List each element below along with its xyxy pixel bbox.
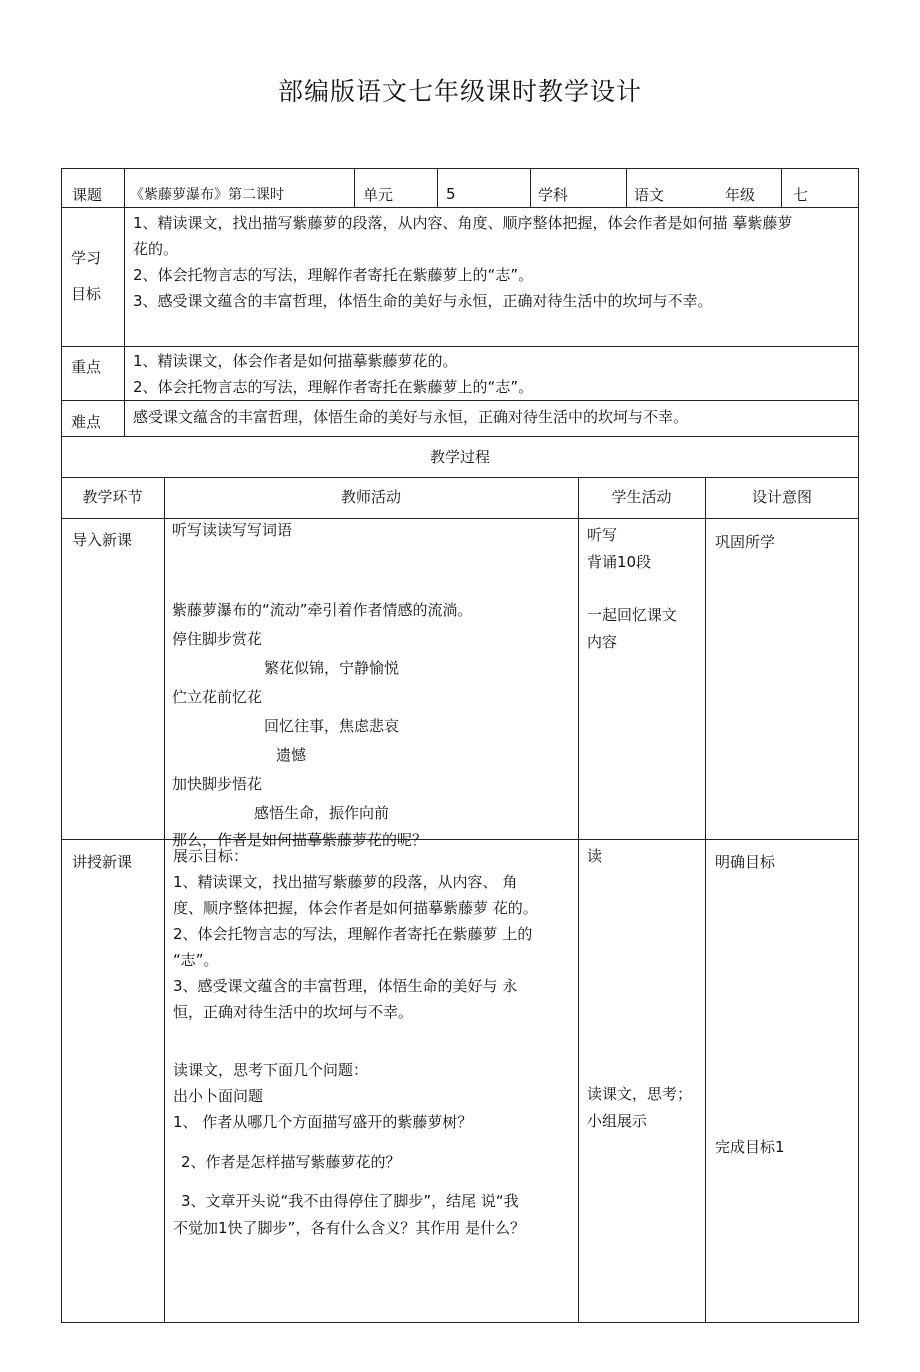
- row-divider: [61, 346, 859, 347]
- teacher-line: 伫立花前忆花: [172, 688, 263, 706]
- keypoint-line: 2、体会托物言志的写法，理解作者寄托在紫藤萝上的“志”。: [133, 378, 534, 396]
- col-header-stage: 教学环节: [82, 488, 143, 506]
- keypoints-label: 重点: [71, 358, 102, 376]
- intent-goal1: 完成目标1: [715, 1138, 785, 1156]
- teacher-line: 感悟生命，振作向前: [254, 804, 390, 822]
- goal-line: 花的。: [133, 240, 179, 258]
- col-divider: [530, 168, 531, 207]
- teacher-line: 恒，正确对待生活中的坎坷与不幸。: [173, 1003, 414, 1021]
- col-header-intent: 设计意图: [751, 488, 812, 506]
- student-line: 小组展示: [587, 1112, 648, 1130]
- row-divider: [61, 477, 859, 478]
- teacher-line: 2、体会托物言志的写法，理解作者寄托在紫藤萝 上的: [173, 925, 533, 943]
- question-line: 1、 作者从哪几个方面描写盛开的紫藤萝树？: [173, 1113, 473, 1131]
- process-heading: 教学过程: [429, 448, 490, 466]
- intent-intro: 巩固所学: [715, 533, 776, 551]
- col-divider: [354, 168, 355, 207]
- teacher-line: 出小卜面问题: [173, 1087, 264, 1105]
- stage-intro: 导入新课: [72, 531, 133, 549]
- teacher-line: 度、顺序整体把握，体会作者是如何描摹紫藤萝 花的。: [173, 899, 538, 917]
- teacher-line: 停住脚步赏花: [172, 630, 263, 648]
- intent-clarify: 明确目标: [715, 853, 776, 871]
- teacher-line: 展示目标：: [173, 847, 249, 865]
- difficulty-text: 感受课文蕴含的丰富哲理，体悟生命的美好与永恒，正确对待生活中的坎坷与不幸。: [133, 408, 689, 426]
- teacher-line: 1、精读课文，找出描写紫藤萝的段落，从内容、 角: [173, 873, 518, 891]
- goals-label: 学习: [71, 249, 102, 267]
- keti-label: 课题: [72, 186, 103, 204]
- col-header-student: 学生活动: [611, 488, 672, 506]
- teacher-line: 遗憾: [276, 746, 307, 764]
- teacher-line: 3、感受课文蕴含的丰富哲理，体悟生命的美好与 永: [173, 977, 518, 995]
- teacher-line: 读课文，思考下面几个问题：: [173, 1061, 369, 1079]
- teacher-activity-teach: [173, 843, 538, 1025]
- teacher-line: 听写读读写写词语: [172, 521, 293, 539]
- question-line: 不觉加1快了脚步”，各有什么含义？其作用 是什么？: [173, 1219, 526, 1237]
- page-title: 部编版语文七年级课时教学设计: [277, 77, 642, 106]
- keti-value: 《紫藤萝瀑布》第二课时: [130, 187, 284, 203]
- unit-value: 5: [446, 185, 456, 203]
- student-line: 听写: [587, 526, 618, 544]
- question-line: 3、文章开头说“我不由得停住了脚步”，结尾 说“我: [181, 1192, 519, 1210]
- col-divider: [626, 168, 627, 207]
- subject-label: 学科: [538, 186, 569, 204]
- subject-value: 语文: [634, 186, 665, 204]
- col-divider: [164, 477, 165, 1323]
- grade-value: 七: [793, 186, 809, 204]
- teacher-line: 那么，作者是如何描摹紫藤萝花的呢？: [172, 831, 428, 849]
- col-divider: [781, 168, 782, 207]
- teacher-line: 繁花似锦，宁静愉悦: [264, 659, 400, 677]
- goals-text: [133, 210, 792, 314]
- keypoints-text: [133, 348, 533, 400]
- col-divider: [124, 168, 125, 436]
- col-divider: [705, 477, 706, 1323]
- goal-line: 1、精读课文，找出描写紫藤萝的段落，从内容、角度、顺序整体把握，体会作者是如何描 摹紫藤萝: [133, 214, 793, 232]
- row-divider: [61, 207, 859, 208]
- stage-teach: 讲授新课: [72, 853, 133, 871]
- keypoint-line: 1、精读课文，体会作者是如何描摹紫藤萝花的。: [133, 352, 458, 370]
- goal-line: 3、感受课文蕴含的丰富哲理，体悟生命的美好与永恒，正确对待生活中的坎坷与不幸。: [133, 292, 713, 310]
- student-read: 读: [587, 847, 603, 865]
- student-line: 内容: [587, 633, 618, 651]
- teacher-activity-intro: [172, 518, 572, 849]
- question-line: 2、作者是怎样描写紫藤萝花的？: [181, 1153, 401, 1171]
- teacher-line: 加快脚步悟花: [172, 775, 263, 793]
- teacher-line: “志”。: [173, 951, 219, 969]
- grade-label: 年级: [725, 186, 756, 204]
- col-header-teacher: 教师活动: [340, 488, 401, 506]
- unit-label: 单元: [363, 186, 394, 204]
- teacher-line: 回忆往事，焦虑悲哀: [264, 717, 400, 735]
- teacher-line: 紫藤萝瀑布的“流动”牵引着作者情感的流淌。: [172, 601, 473, 619]
- difficulty-label: 难点: [71, 413, 102, 431]
- goals-label: 目标: [71, 285, 102, 303]
- row-divider: [61, 400, 859, 401]
- student-line: 读课文，思考；: [587, 1085, 693, 1103]
- col-divider: [437, 168, 438, 207]
- col-divider: [578, 477, 579, 1323]
- student-line: 一起回忆课文: [587, 606, 678, 624]
- student-line: 背诵10段: [587, 553, 652, 571]
- goal-line: 2、体会托物言志的写法，理解作者寄托在紫藤萝上的“志”。: [133, 266, 534, 284]
- row-divider: [61, 436, 859, 437]
